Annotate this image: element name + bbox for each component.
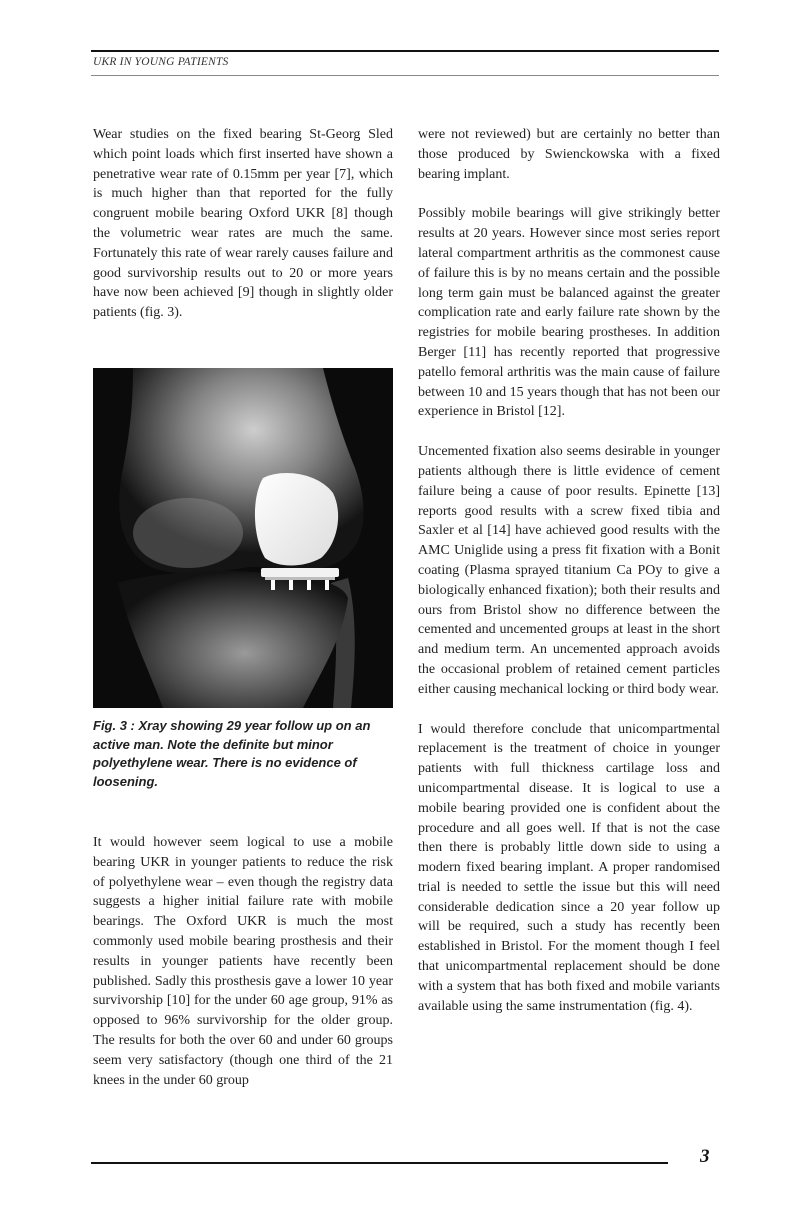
footer-rule — [91, 1162, 668, 1164]
header-rule-bottom — [91, 75, 719, 76]
body-paragraph: Wear studies on the fixed bearing St-Georg Sled which point loads which first inserted have shown a penetrative wear rate of 0.15mm per year [7], which is much higher than that reported for the fully congruent mobile bearing Oxford UKR [8] though the volumetric wear rates are much the same. Fortunately this rate of wear rarely causes failure and good survivorship results out to 20 or more years have now been achieved [9] though in slightly older patients (fig. 3). — [93, 127, 393, 321]
body-paragraph: were not reviewed) but are certainly no better than those produced by Swienckowska with a fixed bearing implant. — [418, 127, 720, 182]
figure-caption: Fig. 3 : Xray showing 29 year follow up on an active man. Note the definite but minor polyethylene wear. There is no evidence of loosening. — [93, 718, 371, 789]
knee-xray-image — [93, 368, 393, 708]
body-paragraph: I would therefore conclude that unicompartmental replacement is the treatment of choice in younger patients with full thickness cartilage loss and unicompartmental disease. It is logical to use a mobile bearing provided one is confident about the procedure and all goes well. If that is not the case then there is probably little down side to using a modern fixed bearing implant. A proper randomised trial is needed to settle the issue but this will need considerable dedication since a 20 year follow up will be required, such a study has recently been established in Bristol. For the moment though I feel that unicompartmental replacement should be done with a system that has both fixed and mobile variants available using the same instrumentation (fig. 4). — [418, 721, 720, 1014]
left-column — [93, 125, 393, 343]
right-column — [418, 125, 720, 1036]
body-paragraph: Possibly mobile bearings will give strikingly better results at 20 years. However since most series report lateral compartment arthritis as the commonest cause of failure this is by no means certain and the possible long term gain must be balanced against the greater complication rate and early failure rate shown by the registries for mobile bearing prostheses. In addition Berger [11] has recently reported that progressive patello femoral arthritis was the main cause of failure between 10 and 15 years though that has not been our experience in Bristol [12]. — [418, 206, 720, 420]
left-column-lower — [93, 833, 393, 1110]
running-head: UKR IN YOUNG PATIENTS — [93, 56, 229, 68]
body-paragraph: It would however seem logical to use a mobile bearing UKR in younger patients to reduce the risk of polyethylene wear – even though the registry data suggests a higher initial failure rate with mobile bearings. The Oxford UKR is much the most commonly used mobile bearing prosthesis and their results in younger patients have recently been published. Sadly this prosthesis gave a lower 10 year survivorship [10] for the under 60 age group, 91% as opposed to 96% survivorship for the older group. The results for both the over 60 and under 60 groups seem very satisfactory (though one third of the 21 knees in the under 60 group — [93, 835, 393, 1088]
xray-figure-image — [93, 368, 393, 708]
header-rule-top — [91, 50, 719, 52]
body-paragraph: Uncemented fixation also seems desirable in younger patients although there is little evidence of cement failure being a cause of poor results. Epinette [13] reports good results with a screw fixed tibia and Saxler et al [14] have achieved good results with the AMC Uniglide using a press fit fixation with a Bonit coating (Plasma sprayed titanium Ca POy to give a biologically enhanced fixation); both their results and ours from Bristol show no difference between the cemented and uncemented groups at least in the short and medium term. An uncemented approach avoids the occasional problem of retained cement particles either causing mechanical locking or third body wear. — [418, 444, 720, 697]
page-number: 3 — [700, 1146, 710, 1167]
